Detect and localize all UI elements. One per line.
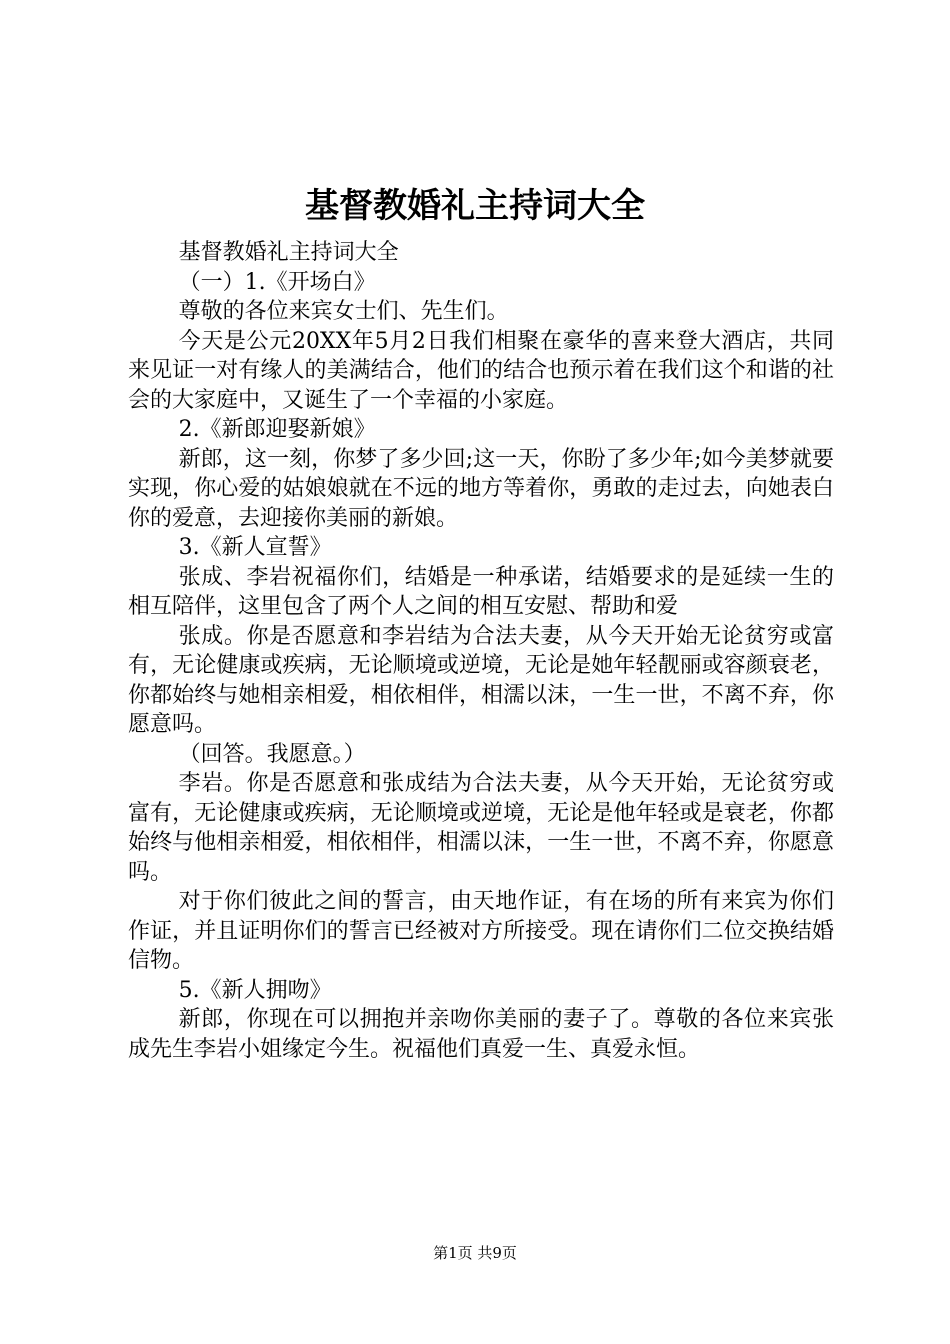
paragraph-bride-vow: 李岩。你是否愿意和张成结为合法夫妻，从今天开始，无论贫穷或富有，无论健康或疾病，无论顺境或逆境，无论是他年轻或是衰老，你都始终与他相亲相爱，相依相伴，相濡以沫，一生一世，不离不弃，你愿意吗。 (128, 771, 834, 885)
document-title: 基督教婚礼主持词大全 (305, 186, 645, 226)
document-body (128, 238, 834, 1064)
paragraph-groom: 新郎，这一刻，你梦了多少回;这一天，你盼了多少年;如今美梦就要实现，你心爱的姑娘娘就在不远的地方等着你，勇敢的走过去，向她表白你的爱意，去迎接你美丽的新娘。 (128, 446, 834, 531)
page-number-footer: 第1页 共9页 (433, 1244, 517, 1262)
section-heading-groom: 2.《新郎迎娶新娘》 (178, 417, 376, 442)
paragraph-kiss: 新郎，你现在可以拥抱并亲吻你美丽的妻子了。尊敬的各位来宾张成先生李岩小姐缘定今生。祝福他们真爱一生、真爱永恒。 (128, 1007, 834, 1062)
section-heading-kiss: 5.《新人拥吻》 (178, 977, 332, 1003)
paragraph-witness: 对于你们彼此之间的誓言，由天地作证，有在场的所有来宾为你们作证，并且证明你们的誓言已经被对方所接受。现在请你们二位交换结婚信物。 (128, 889, 834, 973)
paragraph-answer: （回答。我愿意。） (178, 741, 366, 767)
section-heading-vows: 3.《新人宣誓》 (178, 535, 332, 560)
paragraph-greeting: 尊敬的各位来宾女士们、先生们。 (178, 299, 509, 324)
paragraph-intro: 今天是公元20XX年5月2日我们相聚在豪华的喜来登大酒店，共同来见证一对有缘人的美满结合，他们的结合也预示着在我们这个和谐的社会的大家庭中，又诞生了一个幸福的小家庭。 (128, 328, 834, 413)
paragraph-subtitle: 基督教婚礼主持词大全 (178, 240, 399, 265)
paragraph-groom-vow: 张成。你是否愿意和李岩结为合法夫妻，从今天开始无论贫穷或富有，无论健康或疾病，无论顺境或逆境，无论是她年轻靓丽或容颜衰老，你都始终与她相亲相爱，相依相伴，相濡以沫，一生一世，不离不弃，你愿意吗。 (128, 623, 834, 737)
paragraph-blessing: 张成、李岩祝福你们，结婚是一种承诺，结婚要求的是延续一生的相互陪伴，这里包含了两个人之间的相互安慰、帮助和爱 (128, 564, 834, 619)
section-heading-opening: （一）1.《开场白》 (178, 269, 376, 295)
